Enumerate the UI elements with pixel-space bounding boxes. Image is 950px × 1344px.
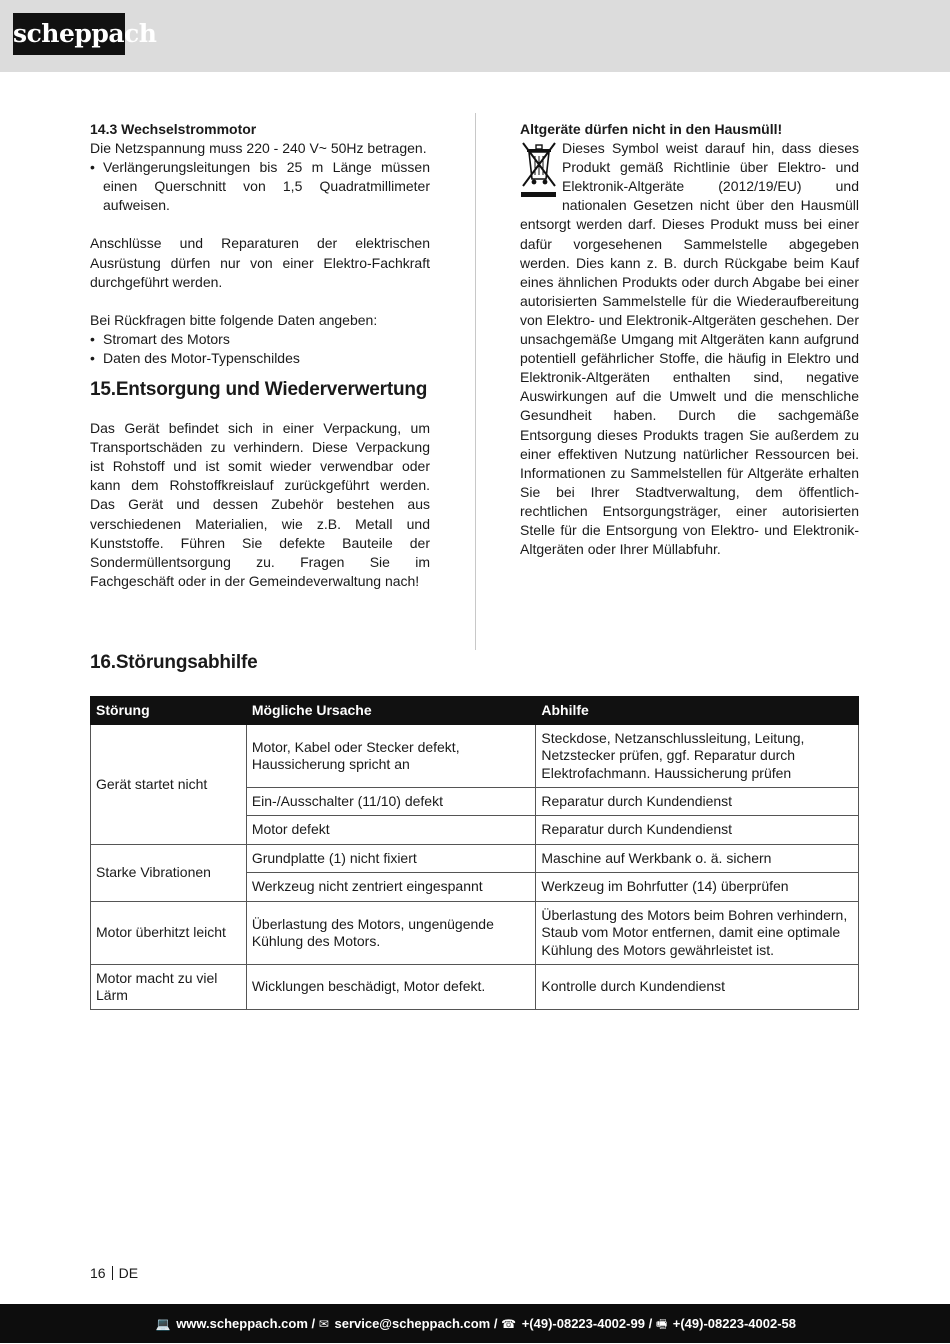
remedy-cell: Reparatur durch Kundendienst — [536, 816, 859, 845]
footer-bar — [0, 1304, 950, 1343]
table-row — [91, 965, 859, 1010]
phone-icon: ☎ — [501, 1317, 517, 1331]
cause-cell: Grundplatte (1) nicht fixiert — [246, 845, 536, 873]
right-column — [520, 120, 859, 559]
page-language: DE — [118, 1265, 139, 1281]
section-14-3-heading: 14.3 Wechselstrommotor — [90, 121, 257, 137]
table-row — [91, 902, 859, 965]
header-cause: Mögliche Ursache — [246, 697, 536, 725]
table-row — [91, 845, 859, 873]
footer-separator: / — [648, 1316, 653, 1331]
header-remedy: Abhilfe — [536, 697, 859, 725]
remedy-cell: Maschine auf Werkbank o. ä. sichern — [536, 845, 859, 873]
cause-cell: Motor, Kabel oder Stecker defekt, Haussicherung spricht an — [246, 725, 536, 788]
fax-icon: 🖷 — [655, 1317, 668, 1331]
footer-phone: +(49)-08223-4002-99 — [521, 1316, 645, 1331]
table-row — [91, 725, 859, 788]
section-14-3-bullet: • Verlängerungsleitungen bis 25 m Länge müssen einen Querschnitt von 1,5 Quadratmillimeter aufweisen. — [90, 158, 430, 215]
page-number — [90, 1264, 138, 1283]
column-divider — [475, 113, 476, 650]
section-16-title: Störungsabhilfe — [115, 652, 258, 673]
computer-icon: 💻 — [155, 1317, 171, 1331]
cause-cell: Ein-/Ausschalter (11/10) defekt — [246, 788, 536, 816]
fault-cell: Starke Vibrationen — [91, 845, 247, 902]
remedy-cell: Überlastung des Motors beim Bohren verhindern, Staub vom Motor entfernen, damit eine optimale Kühlung des Motors gewährleistet ist. — [536, 902, 859, 965]
page-number-separator — [112, 1266, 113, 1280]
cause-cell: Wicklungen beschädigt, Motor defekt. — [246, 965, 536, 1010]
brand-logo: scheppach — [13, 13, 125, 55]
cause-cell: Überlastung des Motors, ungenügende Kühlung des Motors. — [246, 902, 536, 965]
weee-paragraph: Dieses Symbol weist darauf hin, dass dieses Produkt gemäß Richtlinie über Elektro- und Elektronik-Altgeräte (2012/19/EU) und nationalen Gesetzen nicht über den Hausmüll entsorgt werden darf. Dieses Produkt muss bei einer dafür vorgesehenen Sammelstelle abgegeben werden. Dies kann z. B. durch Rückgabe beim Kauf eines ähnlichen Produkts oder durch Abgabe bei einer autorisierten Sammelstelle für die Wiederaufbereitung von Elektro- und Elektronik-Altgeräten geschehen. Der unsachgemäße Umgang mit Altgeräten kann aufgrund potentiell gefährlicher Stoffe, die häufig in Elektro und Elektronik-Altgeräten enthalten sind, negative Auswirkungen auf die Umwelt und die menschliche Gesundheit haben. Durch die sachgemäße Entsorgung dieses Produkts tragen Sie außerdem zu einer effektiven Nutzung natürlicher Ressourcen bei. Informationen zu Sammelstellen für Altgeräte erhalten Sie bei Ihrer Stadtverwaltung, dem öffentlich-rechtlichen Entsorgungsträger, einer autorisierten Stelle für die Entsorgung von Elektro- und Elektronik-Altgeräten oder Ihrer Müllabfuhr. — [520, 140, 859, 558]
questions-bullet: • Stromart des Motors — [90, 330, 430, 349]
header-bar — [0, 0, 950, 72]
weee-heading: Altgeräte dürfen nicht in den Hausmüll! — [520, 121, 783, 137]
section-15-heading — [90, 378, 430, 402]
remedy-cell: Reparatur durch Kundendienst — [536, 788, 859, 816]
fault-cell: Motor macht zu viel Lärm — [91, 965, 247, 1010]
section-15-paragraph: Das Gerät befindet sich in einer Verpackung, um Transportschäden zu verhindern. Diese Verpackung ist Rohstoff und ist somit wieder verwendbar oder kann dem Rohstoffkreislauf zurückgeführt werden. Das Gerät und dessen Zubehör bestehen aus verschiedenen Materialien, wie z.B. Metall und Kunststoffe. Führen Sie defekte Bauteile der Sondermüllentsorgung zu. Fragen Sie im Fachgeschäft oder in der Gemeindeverwaltung nach! — [90, 420, 430, 589]
footer-separator: / — [311, 1316, 316, 1331]
crossed-out-bin-icon — [520, 139, 558, 201]
footer-contacts — [156, 1304, 796, 1344]
footer-email-link[interactable]: service@scheppach.com — [334, 1316, 491, 1331]
cause-cell: Werkzeug nicht zentriert eingespannt — [246, 873, 536, 902]
section-16-number: 16. — [90, 652, 116, 673]
footer-fax: +(49)-08223-4002-58 — [672, 1316, 796, 1331]
table-header-row — [91, 697, 859, 725]
footer-website-link[interactable]: www.scheppach.com — [176, 1316, 308, 1331]
fault-cell: Motor überhitzt leicht — [91, 902, 247, 965]
fault-cell: Gerät startet nicht — [91, 725, 247, 845]
footer-separator: / — [493, 1316, 498, 1331]
remedy-cell: Steckdose, Netzanschlussleitung, Leitung, Netzstecker prüfen, ggf. Reparatur durch Elektrofachmann. Haussicherung prüfen — [536, 725, 859, 788]
questions-paragraph: Bei Rückfragen bitte folgende Daten angeben: — [90, 311, 378, 328]
cause-cell: Motor defekt — [246, 816, 536, 845]
section-15-title: Entsorgung und Wiederverwertung — [115, 379, 428, 401]
troubleshooting-table — [90, 696, 859, 1010]
section-16-heading — [90, 650, 257, 676]
email-icon: ✉ — [318, 1317, 329, 1331]
questions-bullet: • Daten des Motor-Typenschildes — [90, 349, 430, 368]
header-fault: Störung — [91, 697, 247, 725]
remedy-cell: Werkzeug im Bohrfutter (14) überprüfen — [536, 873, 859, 902]
remedy-cell: Kontrolle durch Kundendienst — [536, 965, 859, 1010]
left-column — [90, 120, 430, 591]
page-number-value: 16 — [90, 1265, 106, 1281]
section-14-3-text: Die Netzspannung muss 220 - 240 V~ 50Hz betragen. — [90, 140, 427, 157]
section-15-number: 15. — [90, 379, 116, 401]
connections-paragraph: Anschlüsse und Reparaturen der elektrischen Ausrüstung dürfen nur von einer Elektro-Fachkraft durchgeführt werden. — [90, 235, 430, 290]
